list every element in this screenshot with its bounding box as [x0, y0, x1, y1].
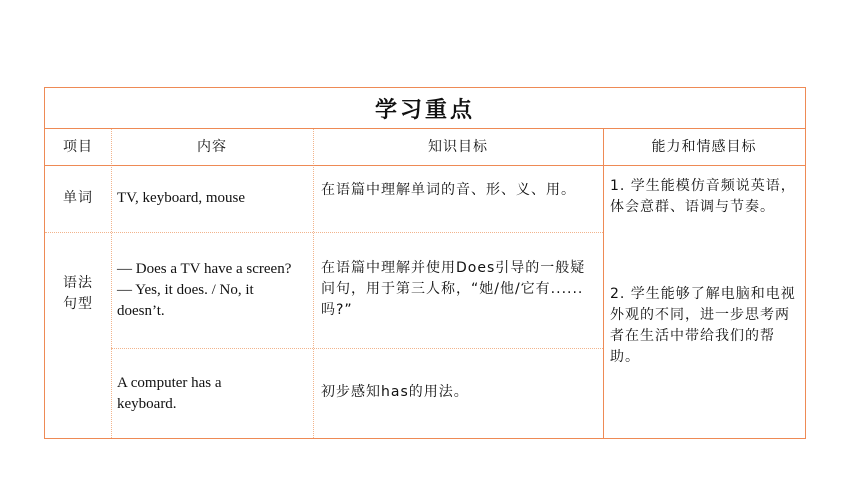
- row-category-vocab: 单词: [63, 190, 93, 206]
- ability-goal-1: 1. 学生能模仿音频说英语，体会意群、语调与节奏。: [610, 178, 796, 215]
- grammar-knowledge-goal-1: 在语篇中理解并使用Does引导的一般疑问句，用于第三人称，“她/他/它有......吗?”: [321, 260, 586, 318]
- grammar-content-sentence: A computer has a keyboard.: [117, 375, 222, 412]
- header-content: 内容: [197, 138, 227, 155]
- header-item: 项目: [63, 138, 93, 155]
- dialogue-question: — Does a TV have a screen?: [117, 261, 292, 277]
- divider: [603, 129, 604, 438]
- divider: [313, 129, 314, 438]
- divider: [111, 129, 112, 438]
- learning-focus-table: [44, 87, 806, 439]
- header-ability-goal: 能力和情感目标: [651, 138, 757, 155]
- ability-goal-2: 2. 学生能够了解电脑和电视外观的不同，进一步思考两者在生活中带给我们的帮助。: [610, 286, 796, 365]
- header-knowledge-goal: 知识目标: [428, 138, 488, 155]
- divider: [45, 232, 603, 233]
- dialogue-answer: — Yes, it does. / No, it doesn’t.: [117, 282, 254, 319]
- row-category-grammar: [45, 273, 111, 315]
- vocab-knowledge-goal: 在语篇中理解单词的音、形、义、用。: [321, 182, 576, 198]
- grammar-content-dialogue: [117, 259, 303, 322]
- category-line: 句型: [63, 296, 93, 312]
- table-title: 学习重点: [45, 88, 805, 129]
- grammar-knowledge-goal-2: 初步感知has的用法。: [321, 384, 469, 400]
- divider: [111, 348, 603, 349]
- category-line: 语法: [63, 275, 93, 291]
- vocab-content: TV, keyboard, mouse: [117, 190, 246, 206]
